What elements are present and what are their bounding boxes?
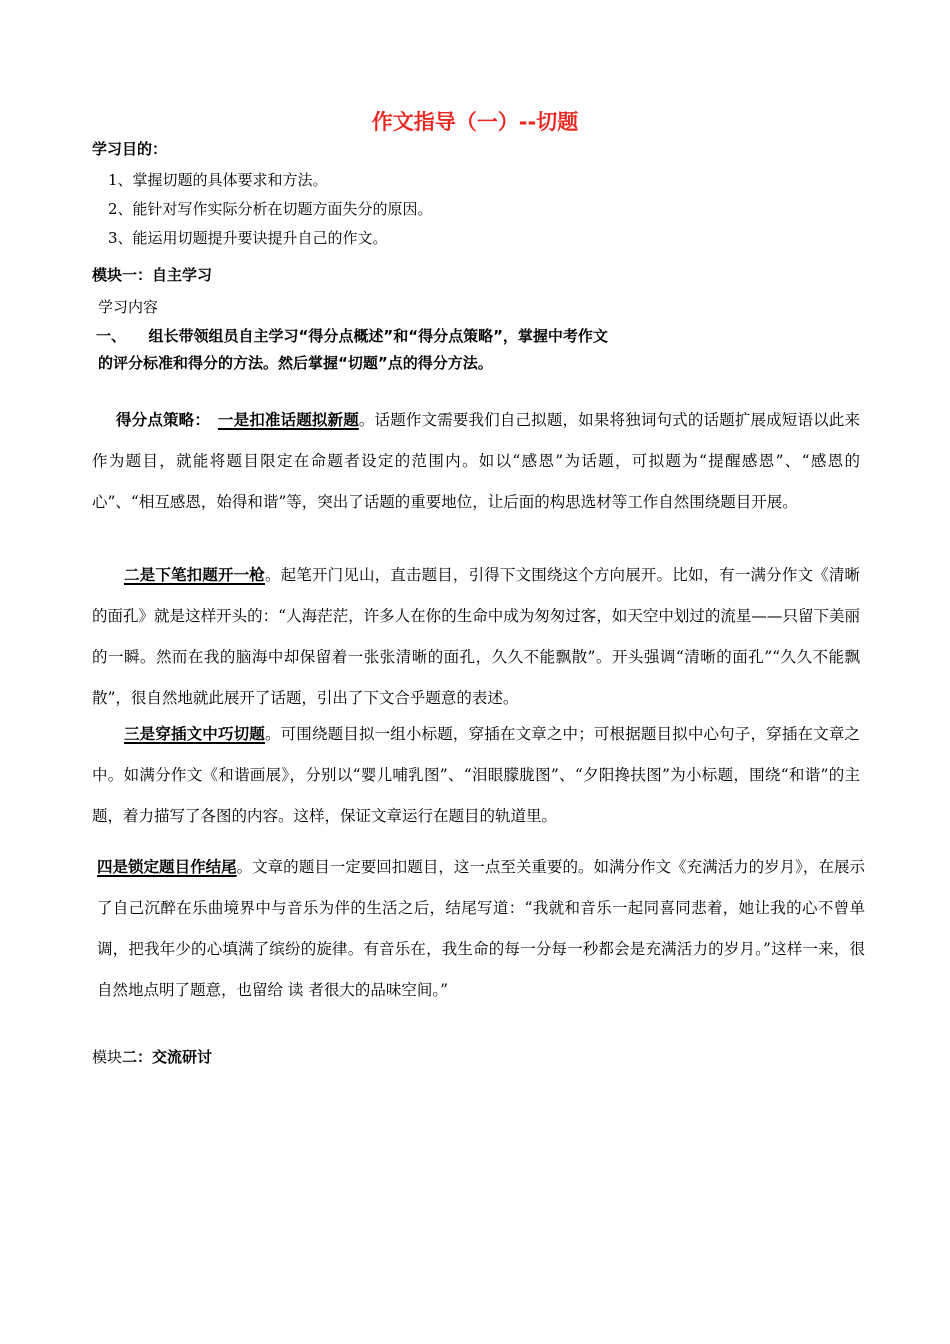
objective-item: 1、掌握切题的具体要求和方法。 xyxy=(108,171,328,189)
strategy-4-body: 。文章的题目一定要回扣题目，这一点至关重要的。如满分作文《充满活力的岁月》，在展示了自己沉醉在乐曲境界中与音乐为伴的生活之后，结尾写道：“我就和音乐一起同喜同悲着，她让我的心不曾单调，把我年少的心填满了缤纷的旋律。有音乐在，我生命的每一分每一秒都会是充满活力的岁月。”这样一来，很自然地点明了题意，也留给 读 者很大的品味空间。” xyxy=(97,858,865,999)
module1-heading: 模块一：自主学习 xyxy=(92,266,213,284)
strategy-1-title: 一是扣准话题拟新题 xyxy=(217,411,359,429)
strategy-2-body: 。起笔开门见山，直击题目，引得下文围绕这个方向展开。比如，有一满分作文《清晰的面孔》就是这样开头的：“人海茫茫，许多人在你的生命中成为匆匆过客，如天空中划过的流星——只留下美丽的一瞬。然而在我的脑海中却保留着一张张清晰的面孔，久久不能飘散”。开头强调“清晰的面孔”“久久不能飘散”，很自然地就此展开了话题，引出了下文合乎题意的表述。 xyxy=(92,566,860,707)
strategy-paragraph-3 xyxy=(92,714,860,837)
module2-heading-bold: 二：交流研讨 xyxy=(122,1048,213,1066)
strategy-paragraph-2 xyxy=(92,555,860,719)
module1-subheading: 学习内容 xyxy=(98,298,159,316)
objective-item: 3、能运用切题提升要诀提升自己的作文。 xyxy=(108,229,388,247)
strategy-1-body: 。话题作文需要我们自己拟题，如果将独词句式的话题扩展成短语以此来作为题目，就能将题目限定在命题者设定的范围内。如以“感恩”为话题，可拟题为“提醒感恩”、“感恩的心”、“相互感恩，始得和谐”等，突出了话题的重要地位，让后面的构思选材等工作自然围绕题目开展。 xyxy=(92,411,860,511)
strategy-2-title: 二是下笔扣题开一枪 xyxy=(124,566,265,584)
strategy-4-title: 四是锁定题目作结尾 xyxy=(97,858,237,876)
strategy-label: 得分点策略： xyxy=(116,411,203,429)
module2-prefix: 模块 xyxy=(92,1048,123,1066)
module1-instruction-line2: 的评分标准和得分的方法。然后掌握“切题”点的得分方法。 xyxy=(98,354,493,372)
module2-heading xyxy=(92,1047,212,1067)
objectives-heading: 学习目的： xyxy=(92,140,168,158)
strategy-paragraph-1 xyxy=(92,400,860,523)
strategy-paragraph-4 xyxy=(97,847,865,1011)
objective-item: 2、能针对写作实际分析在切题方面失分的原因。 xyxy=(108,200,433,218)
module1-instruction-line1: 一、 组长带领组员自主学习“得分点概述”和“得分点策略”，掌握中考作文 xyxy=(96,327,608,345)
strategy-3-title: 三是穿插文中巧切题 xyxy=(124,725,265,743)
page-title: 作文指导（一）--切题 xyxy=(371,110,579,134)
strategy-3-body: 。可围绕题目拟一组小标题，穿插在文章之中；可根据题目拟中心句子，穿插在文章之中。如满分作文《和谐画展》，分别以“婴儿哺乳图”、“泪眼朦胧图”、“夕阳搀扶图”为小标题，围绕“和谐”的主题，着力描写了各图的内容。这样，保证文章运行在题目的轨道里。 xyxy=(92,725,860,825)
